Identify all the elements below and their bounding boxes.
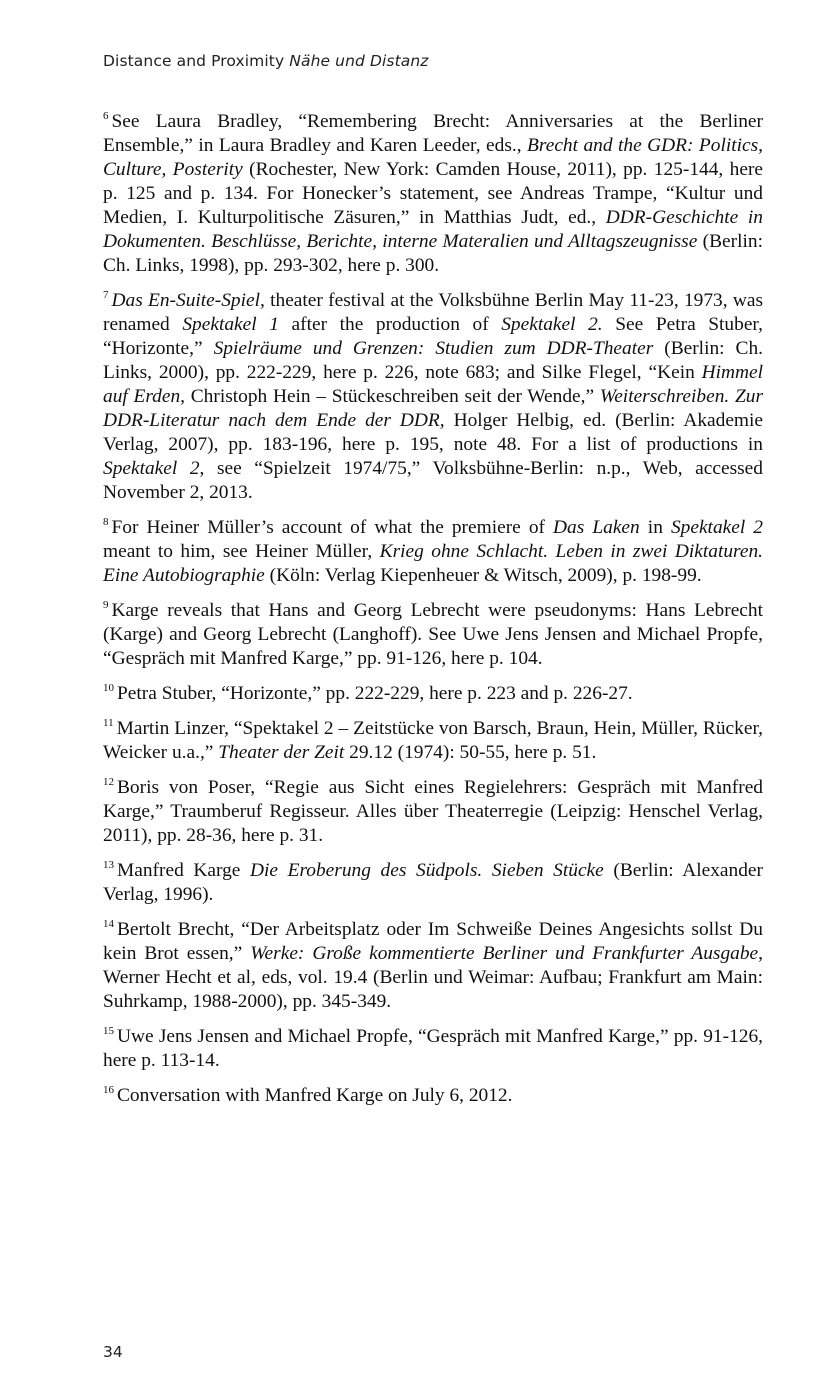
endnote-8	[103, 516, 763, 588]
endnote-italic-text: Werke: Große kommentierte Berliner und Frankfurter Ausgabe	[250, 943, 759, 964]
endnote-text: Uwe Jens Jensen and Michael Propfe, “Gespräch mit Manfred Karge,” pp. 91-126, here p. 113-14.	[103, 1026, 763, 1071]
endnote-text: in	[639, 517, 671, 538]
running-header	[103, 52, 429, 70]
running-header-title-en: Distance and Proximity	[103, 52, 285, 70]
endnote-number: 15	[103, 1024, 114, 1037]
endnote-text: See Laura Bradley, “Remembering Brecht: Anniversaries at the Berliner Ensemble,” in Laura Bradley and Karen Leeder, eds.,	[103, 111, 763, 156]
endnote-italic-text: Spielräume und Grenzen: Studien zum DDR-Theater	[213, 338, 654, 359]
endnote-text: Conversation with Manfred Karge on July 6, 2012.	[117, 1085, 513, 1106]
endnote-italic-text: Spektakel 2	[670, 517, 763, 538]
endnote-number: 12	[103, 775, 114, 788]
endnote-14	[103, 918, 763, 1014]
endnote-text: (Rochester, New York: Camden House, 2011), pp. 125-144, here p. 125 and p. 134. For Honecker’s statement, see Andreas Trampe, “Kultur und Medien, I. Kulturpolitische Zäsuren,” in Matthias Judt, ed.,	[103, 159, 764, 228]
endnote-italic-text: Das En-Suite-Spiel,	[111, 290, 265, 311]
endnote-number: 6	[103, 109, 109, 122]
endnote-text: after the production of	[278, 314, 502, 335]
endnote-13	[103, 859, 763, 907]
page-number: 34	[103, 1343, 123, 1361]
endnote-text: For Heiner Müller’s account of what the premiere of	[111, 517, 554, 538]
endnote-italic-text: Theater der Zeit	[218, 742, 345, 763]
endnote-text: Holger Helbig, ed. (Berlin: Akademie Verlag, 2007), pp. 183-196, here p. 195, note 48. For a list of productions in	[103, 410, 763, 455]
endnote-text: , Werner Hecht et al, eds, vol. 19.4 (Berlin und Weimar: Aufbau; Frankfurt am Main: Suhrkamp, 1988-2000), pp. 345-349.	[103, 943, 764, 1012]
endnote-italic-text: Die Eroberung des Südpols. Sieben Stücke	[250, 860, 604, 881]
endnote-16	[103, 1084, 763, 1108]
endnote-text: Boris von Poser, “Regie aus Sicht eines Regielehrers: Gespräch mit Manfred Karge,” Traumberuf Regisseur. Alles über Theaterregie (Leipzig: Henschel Verlag, 2011), pp. 28-36, here p. 31.	[103, 777, 763, 846]
endnote-9	[103, 599, 763, 671]
endnote-text: Manfred Karge	[117, 860, 251, 881]
endnote-text: theater festival at the Volksbühne Berlin May 11-23, 1973, was renamed	[103, 290, 763, 335]
endnote-number: 11	[103, 716, 114, 729]
endnote-7	[103, 289, 763, 505]
endnote-number: 14	[103, 917, 114, 930]
endnote-italic-text: DDR-Geschichte in Dokumenten. Beschlüsse, Berichte, interne Materalien und Alltagszeugnisse	[103, 207, 763, 252]
endnote-text: Christoph Hein – Stückeschreiben seit der Wende,”	[185, 386, 600, 407]
endnote-text: Martin Linzer, “Spektakel 2 – Zeitstücke von Barsch, Braun, Hein, Müller, Rücker, Weicker u.a.,”	[103, 718, 763, 763]
endnote-text: meant to him, see Heiner Müller,	[103, 541, 380, 562]
endnote-number: 7	[103, 288, 109, 301]
endnote-text: (Berlin: Ch. Links, 1998), pp. 293-302, here p. 300.	[103, 231, 763, 276]
endnote-text: (Berlin: Alexander Verlag, 1996).	[103, 860, 763, 905]
endnote-italic-text: Brecht and the GDR: Politics, Culture, Posterity	[103, 135, 764, 180]
endnote-text: Karge reveals that Hans and Georg Lebrecht were pseudonyms: Hans Lebrecht (Karge) and Georg Lebrecht (Langhoff). See Uwe Jens Jensen and Michael Propfe, “Gespräch mit Manfred Karge,” pp. 91-126, here p. 104.	[103, 600, 763, 669]
endnote-italic-text: Spektakel 1	[182, 314, 279, 335]
endnote-italic-text: Das Laken	[553, 517, 640, 538]
endnote-italic-text: Krieg ohne Schlacht. Leben in zwei Diktaturen. Eine Autobiographie	[103, 541, 763, 586]
endnote-12	[103, 776, 763, 848]
endnote-number: 13	[103, 858, 114, 871]
endnote-italic-text: Spektakel 2	[103, 458, 200, 479]
endnote-text: (Berlin: Ch. Links, 2000), pp. 222-229, here p. 226, note 683; and Silke Flegel, “Kein	[103, 338, 763, 383]
endnote-text: , see “Spielzeit 1974/75,” Volksbühne-Berlin: n.p., Web, accessed November 2, 2013.	[103, 458, 763, 503]
endnote-text: 29.12 (1974): 50-55, here p. 51.	[344, 742, 597, 763]
endnote-text: Bertolt Brecht, “Der Arbeitsplatz oder Im Schweiße Deines Angesichts sollst Du kein Brot essen,”	[103, 919, 763, 964]
endnote-15	[103, 1025, 763, 1073]
endnote-number: 16	[103, 1083, 114, 1096]
endnote-11	[103, 717, 763, 765]
endnote-text: Petra Stuber, “Horizonte,” pp. 222-229, here p. 223 and p. 226-27.	[117, 683, 633, 704]
endnote-italic-text: Spektakel 2.	[501, 314, 603, 335]
endnote-number: 9	[103, 598, 109, 611]
endnote-text: See Petra Stuber, “Horizonte,”	[103, 314, 763, 359]
endnote-10	[103, 682, 763, 706]
endnote-6	[103, 110, 763, 278]
endnote-italic-text: Himmel auf Erden,	[103, 362, 763, 407]
endnote-italic-text: Weiterschreiben. Zur DDR-Literatur nach dem Ende der DDR,	[103, 386, 763, 431]
endnote-number: 8	[103, 515, 109, 528]
endnote-number: 10	[103, 681, 114, 694]
running-header-title-de: Nähe und Distanz	[289, 52, 429, 70]
endnotes-list	[103, 110, 763, 1119]
endnote-text: (Köln: Verlag Kiepenheuer & Witsch, 2009), p. 198-99.	[264, 565, 702, 586]
